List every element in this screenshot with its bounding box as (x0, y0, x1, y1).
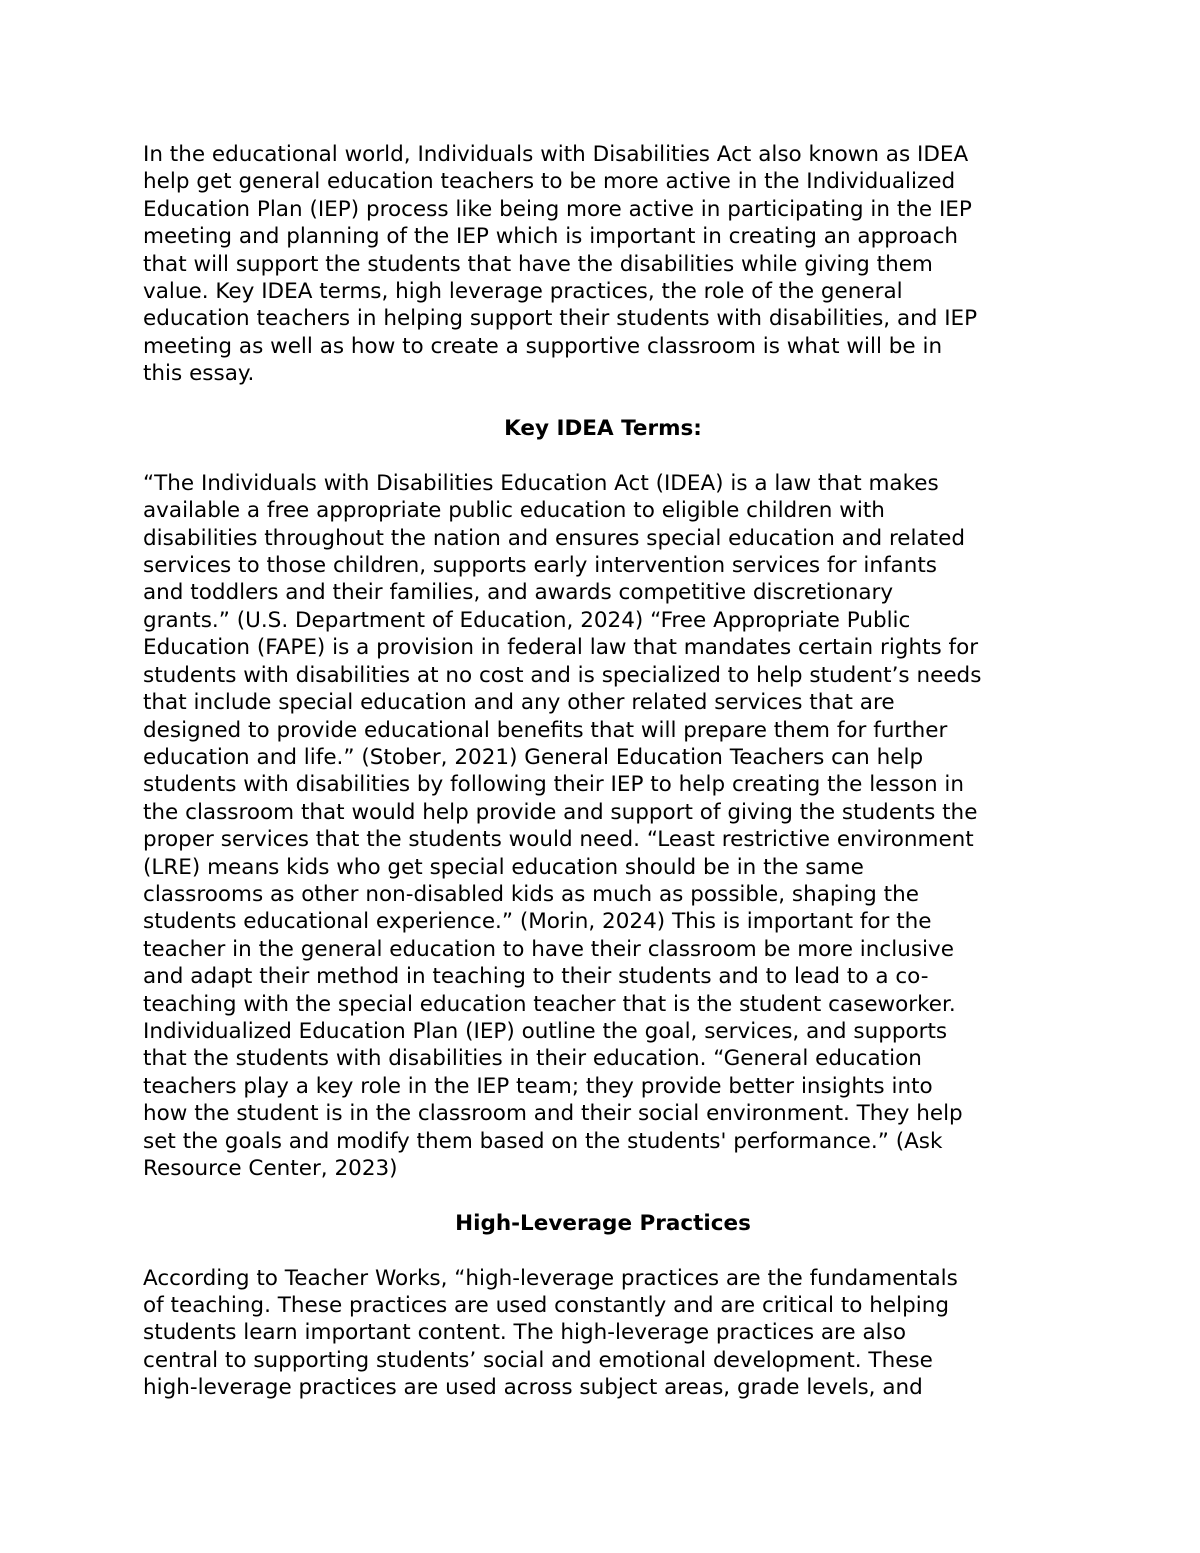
intro-paragraph: In the educational world, Individuals with Disabilities Act also known as IDEA help get general education teachers to be more active in the Individualized Education Plan (IEP) process like being more active in participating in the IEP meeting and planning of the IEP which is important in creating an approach that will support the students that have the disabilities while giving them value. Key IDEA terms, high leverage practices, the role of the general education teachers in helping support their students with disabilities, and IEP meeting as well as how to create a supportive classroom is what will be in this essay. (143, 142, 978, 387)
document-body (143, 141, 1063, 1402)
section-heading-key-idea-terms: Key IDEA Terms: (504, 416, 702, 442)
high-leverage-paragraph: According to Teacher Works, “high-leverage practices are the fundamentals of teaching. These practices are used constantly and are critical to helping students learn important content. The high-leverage practices are also central to supporting students’ social and emotional development. These high-leverage practices are used across subject areas, grade levels, and (143, 1265, 958, 1401)
key-terms-paragraph: “The Individuals with Disabilities Education Act (IDEA) is a law that makes available a free appropriate public education to eligible children with disabilities throughout the nation and ensures special education and related services to those children, supports early intervention services for infants and toddlers and their families, and awards competitive discretionary grants.” (U.S. Department of Education, 2024) “Free Appropriate Public Education (FAPE) is a provision in federal law that mandates certain rights for students with disabilities at no cost and is specialized to help student’s needs that include special education and any other related services that are designed to provide educational benefits that will prepare them for further education and life.” (Stober, 2021) General Education Teachers can help students with disabilities by following their IEP to help creating the lesson in the classroom that would help provide and support of giving the students the proper services that the students would need. “Least restrictive environment (LRE) means kids who get special education should be in the same classrooms as other non-disabled kids as much as possible, shaping the students educational experience.” (Morin, 2024) This is important for the teacher in the general education to have their classroom be more inclusive and adapt their method in teaching to their students and to lead to a co- teaching with the special education teacher that is the student caseworker. Individualized Education Plan (IEP) outline the goal, services, and supports that the students with disabilities in their education. “General education teachers play a key role in the IEP team; they provide better insights into how the student is in the classroom and their social environment. They help set the goals and modify them based on the students' performance.” (Ask Resource Center, 2023) (143, 470, 982, 1181)
section-heading-high-leverage-practices: High-Leverage Practices (455, 1210, 751, 1236)
